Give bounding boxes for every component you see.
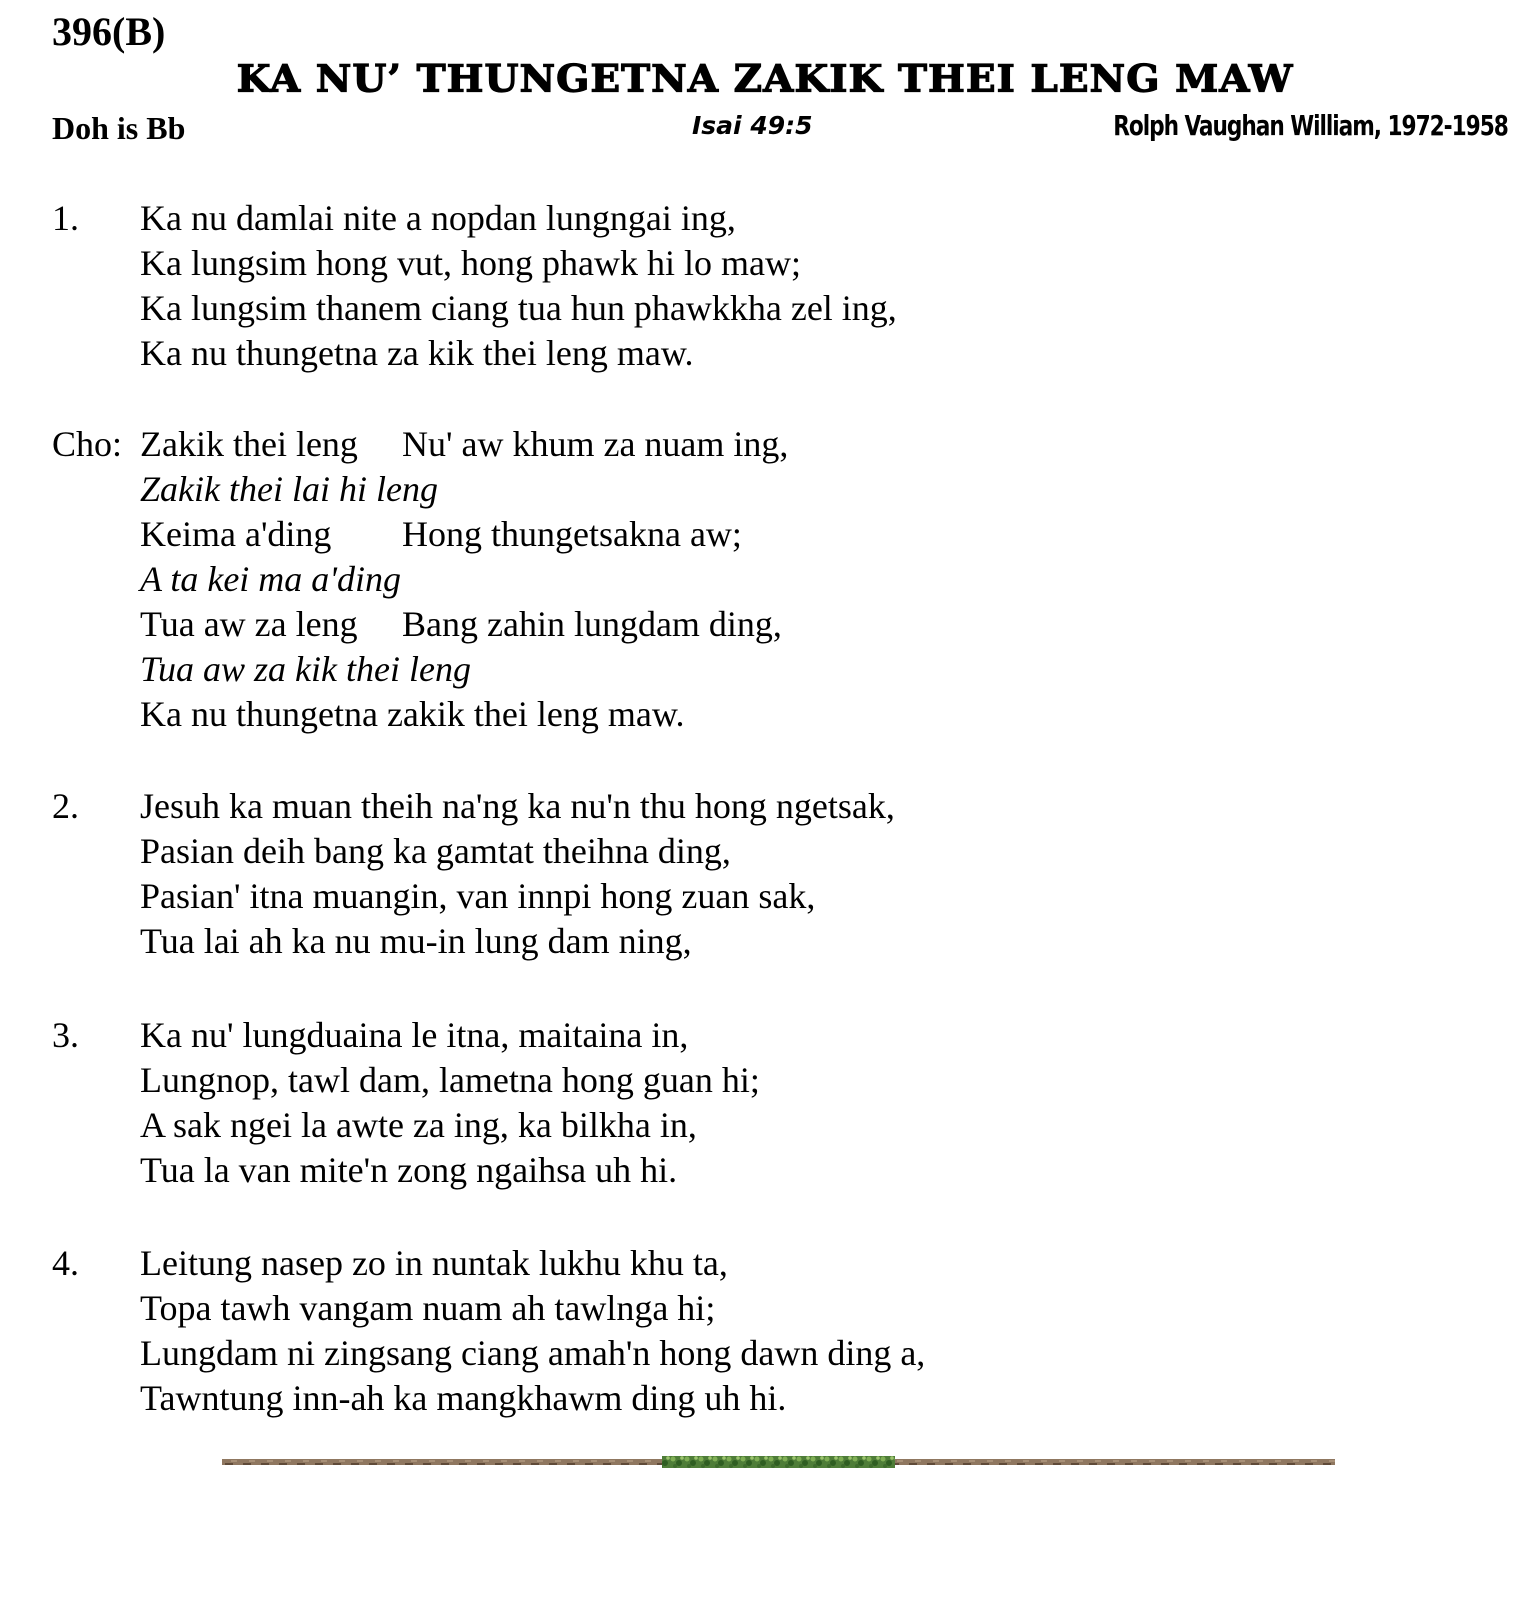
- verse-number: 4.: [52, 1243, 79, 1283]
- verse-number: 2.: [52, 786, 79, 826]
- verse-line: Tawntung inn-ah ka mangkhawm ding uh hi.: [140, 1378, 787, 1418]
- chorus-line: Tua aw za leng: [140, 604, 358, 644]
- verse-line: Leitung nasep zo in nuntak lukhu khu ta,: [140, 1243, 728, 1283]
- scripture-reference: Isai 49:5: [692, 111, 813, 140]
- hymn-title: KA NU’ THUNGETNA ZAKIK THEI LENG MAW: [236, 57, 1294, 101]
- chorus-line-part: Nu' aw khum za nuam ing,: [402, 424, 789, 464]
- decorative-divider: [222, 1456, 1335, 1468]
- verse-line: Pasian deih bang ka gamtat theihna ding,: [140, 831, 731, 871]
- verse-line: Ka nu thungetna za kik thei leng maw.: [140, 333, 694, 373]
- chorus-label: Cho:: [52, 424, 123, 464]
- chorus-line: Keima a'ding: [140, 514, 332, 554]
- verse-line: Pasian' itna muangin, van innpi hong zuan sak,: [140, 876, 816, 916]
- chorus-echo-line: Tua aw za kik thei leng: [140, 649, 471, 689]
- verse-line: Jesuh ka muan theih na'ng ka nu'n thu hong ngetsak,: [140, 786, 895, 826]
- verse-line: Topa tawh vangam nuam ah tawlnga hi;: [140, 1288, 716, 1328]
- hymn-meta: [0, 108, 1530, 148]
- verse-line: Lungnop, tawl dam, lametna hong guan hi;: [140, 1060, 760, 1100]
- hymn-number: 396(B): [52, 9, 166, 54]
- verse-line: Ka lungsim hong vut, hong phawk hi lo maw;: [140, 243, 801, 283]
- chorus-line-part: Hong thungetsakna aw;: [402, 514, 742, 554]
- verse-number: 3.: [52, 1015, 79, 1055]
- verse-line: Lungdam ni zingsang ciang amah'n hong dawn ding a,: [140, 1333, 926, 1373]
- chorus-line: Ka nu thungetna zakik thei leng maw.: [140, 694, 685, 734]
- verse-line: Tua la van mite'n zong ngaihsa uh hi.: [140, 1150, 678, 1190]
- verse-line: Ka nu' lungduaina le itna, maitaina in,: [140, 1015, 689, 1055]
- chorus-line-part: Bang zahin lungdam ding,: [402, 604, 782, 644]
- chorus-line: Zakik thei leng: [140, 424, 358, 464]
- composer: Rolph Vaughan William, 1972-1958: [1113, 109, 1508, 142]
- verse-line: Ka lungsim thanem ciang tua hun phawkkha zel ing,: [140, 288, 897, 328]
- verse-line: A sak ngei la awte za ing, ka bilkha in,: [140, 1105, 697, 1145]
- chorus-echo-line: A ta kei ma a'ding: [140, 559, 401, 599]
- verse-line: Tua lai ah ka nu mu-in lung dam ning,: [140, 921, 692, 961]
- key-signature: Doh is Bb: [52, 110, 186, 146]
- verse-line: Ka nu damlai nite a nopdan lungngai ing,: [140, 198, 736, 238]
- verse-number: 1.: [52, 198, 79, 238]
- chorus-echo-line: Zakik thei lai hi leng: [140, 469, 438, 509]
